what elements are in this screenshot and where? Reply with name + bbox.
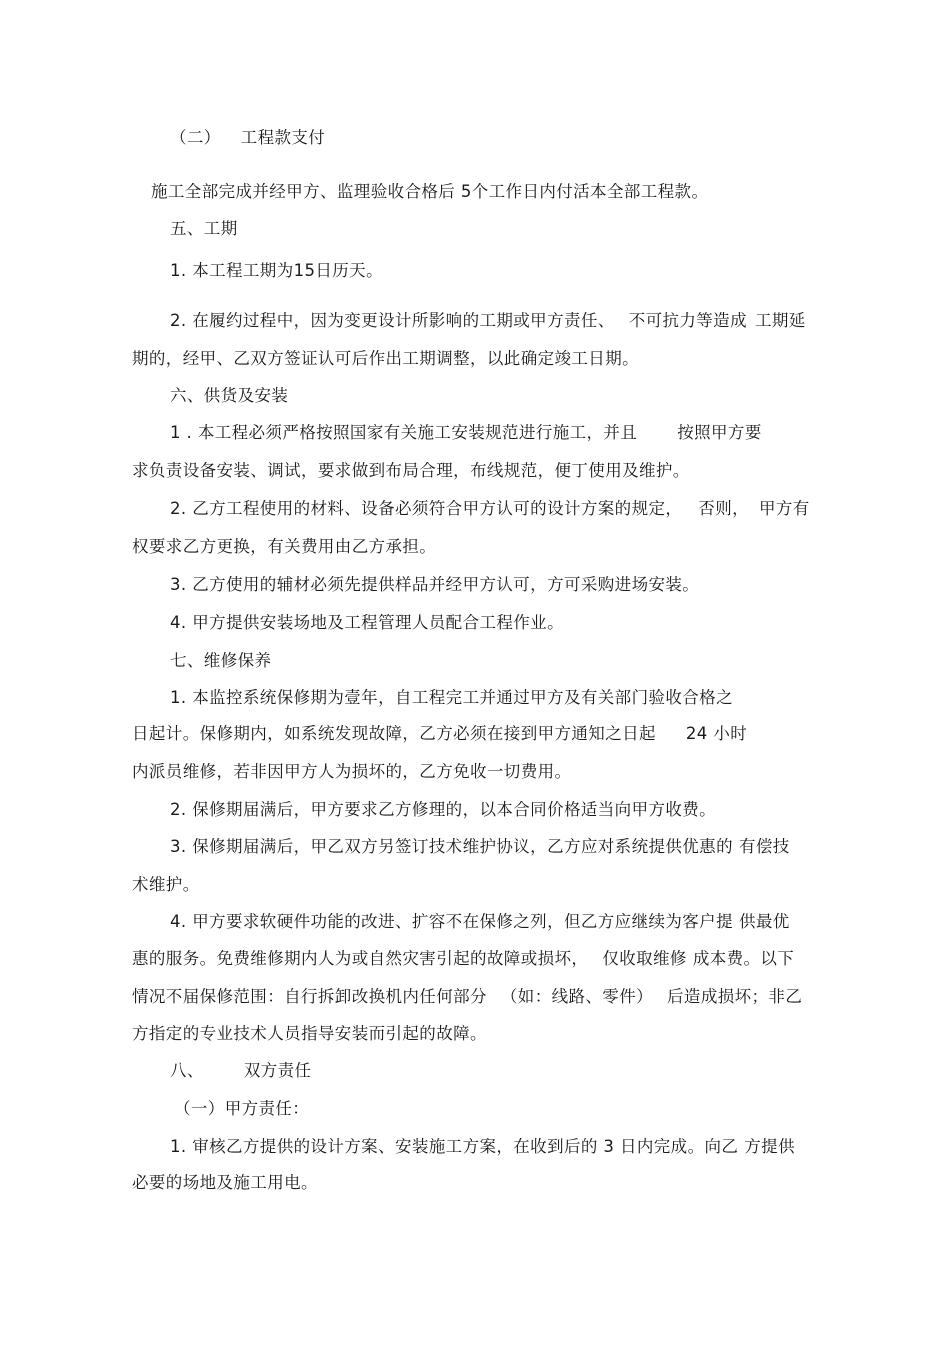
- paragraph-line: 3. 乙方使用的辅材必须先提供样品并经甲方认可，方可采购进场安装。: [170, 575, 700, 594]
- paragraph-line: 期的，经甲、乙双方签证认可后作出工期调整，以此确定竣工日期。: [132, 349, 639, 368]
- section-heading: 六、供货及安装: [170, 386, 289, 405]
- section-heading: （二） 工程款支付: [170, 128, 326, 147]
- paragraph-line: 术维护。: [132, 875, 200, 894]
- paragraph-line: 3. 保修期届满后，甲乙双方另签订技术维护协议，乙方应对系统提供优惠的 有偿技: [170, 837, 790, 856]
- paragraph-line: 日起计。保修期内，如系统发现故障，乙方必须在接到甲方通知之日起 24 小时: [132, 724, 748, 743]
- paragraph-line: 方指定的专业技术人员指导安装而引起的故障。: [132, 1024, 487, 1043]
- paragraph-line: 1. 本监控系统保修期为壹年，自工程完工并通过甲方及有关部门验收合格之: [170, 688, 733, 707]
- paragraph-line: 2. 保修期届满后，甲方要求乙方修理的，以本合同价格适当向甲方收费。: [170, 800, 717, 819]
- paragraph-line: 4. 甲方要求软硬件功能的改进、扩容不在保修之列，但乙方应继续为客户提 供最优: [170, 912, 790, 931]
- paragraph-line: 1. 本工程工期为15日历天。: [170, 261, 383, 280]
- paragraph-line: 2. 乙方工程使用的材料、设备必须符合甲方认可的设计方案的规定， 否则， 甲方有: [170, 499, 810, 518]
- paragraph-line: 情况不届保修范围：自行拆卸改换机内任何部分 （如：线路、零件） 后造成损坏；非乙: [132, 987, 803, 1006]
- paragraph-line: 2. 在履约过程中，因为变更设计所影响的工期或甲方责任、 不可抗力等造成 工期延: [170, 311, 806, 330]
- paragraph-line: 求负责设备安装、调试，要求做到布局合理，布线规范，便丁使用及维护。: [132, 461, 690, 480]
- paragraph-line: 4. 甲方提供安装场地及工程管理人员配合工程作业。: [170, 613, 564, 632]
- paragraph-line: 惠的服务。免费维修期内人为或自然灾害引起的故障或损坏， 仅收取维修 成本费。以下: [132, 949, 795, 968]
- paragraph-line: 1 . 本工程必须严格按照国家有关施工安装规范进行施工，并且 按照甲方要: [170, 423, 762, 442]
- section-heading: 七、维修保养: [170, 651, 272, 670]
- paragraph-line: 施工全部完成并经甲方、监理验收合格后 5个工作日内付活本全部工程款。: [151, 182, 709, 201]
- paragraph-line: 内派员维修，若非因甲方人为损坏的，乙方免收一切费用。: [132, 762, 572, 781]
- paragraph-line: 必要的场地及施工用电。: [132, 1173, 318, 1192]
- paragraph-line: 1. 审核乙方提供的设计方案、安装施工方案，在收到后的 3 日内完成。向乙 方提供: [170, 1137, 795, 1156]
- section-heading: 八、 双方责任: [170, 1061, 312, 1080]
- section-heading: 五、工期: [170, 219, 238, 238]
- subsection-heading: （一）甲方责任：: [174, 1099, 310, 1118]
- paragraph-line: 权要求乙方更换，有关费用由乙方承担。: [132, 537, 437, 556]
